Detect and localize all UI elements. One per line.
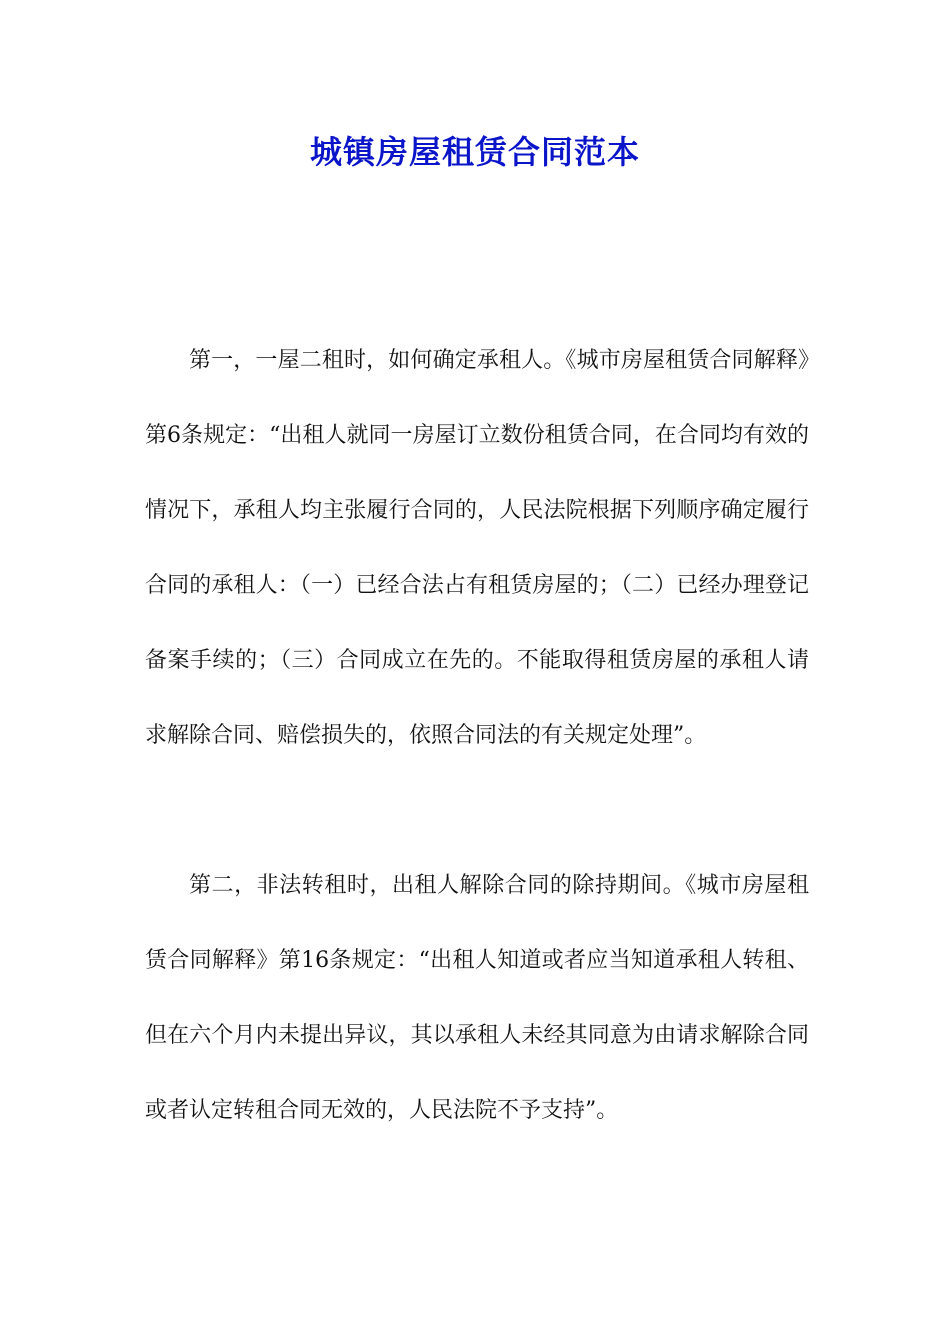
paragraph-2-container <box>145 848 809 1148</box>
document-title: 城镇房屋租赁合同范本 <box>309 133 640 171</box>
paragraph-1-container <box>145 323 809 773</box>
paragraph-1: 第一，一屋二租时，如何确定承租人。《城市房屋租赁合同解释》第6条规定：“出租人就同一房屋订立数份租赁合同，在合同均有效的情况下，承租人均主张履行合同的，人民法院根据下列顺序确定履行合同的承租人：（一）已经合法占有租赁房屋的；（二）已经办理登记备案手续的；（三）合同成立在先的。不能取得租赁房屋的承租人请求解除合同、赔偿损失的，依照合同法的有关规定处理”。 <box>145 348 809 748</box>
paragraph-2: 第二，非法转租时，出租人解除合同的除持期间。《城市房屋租赁合同解释》第16条规定：“出租人知道或者应当知道承租人转租、但在六个月内未提出异议，其以承租人未经其同意为由请求解除合同或者认定转租合同无效的，人民法院不予支持”。 <box>145 873 809 1123</box>
